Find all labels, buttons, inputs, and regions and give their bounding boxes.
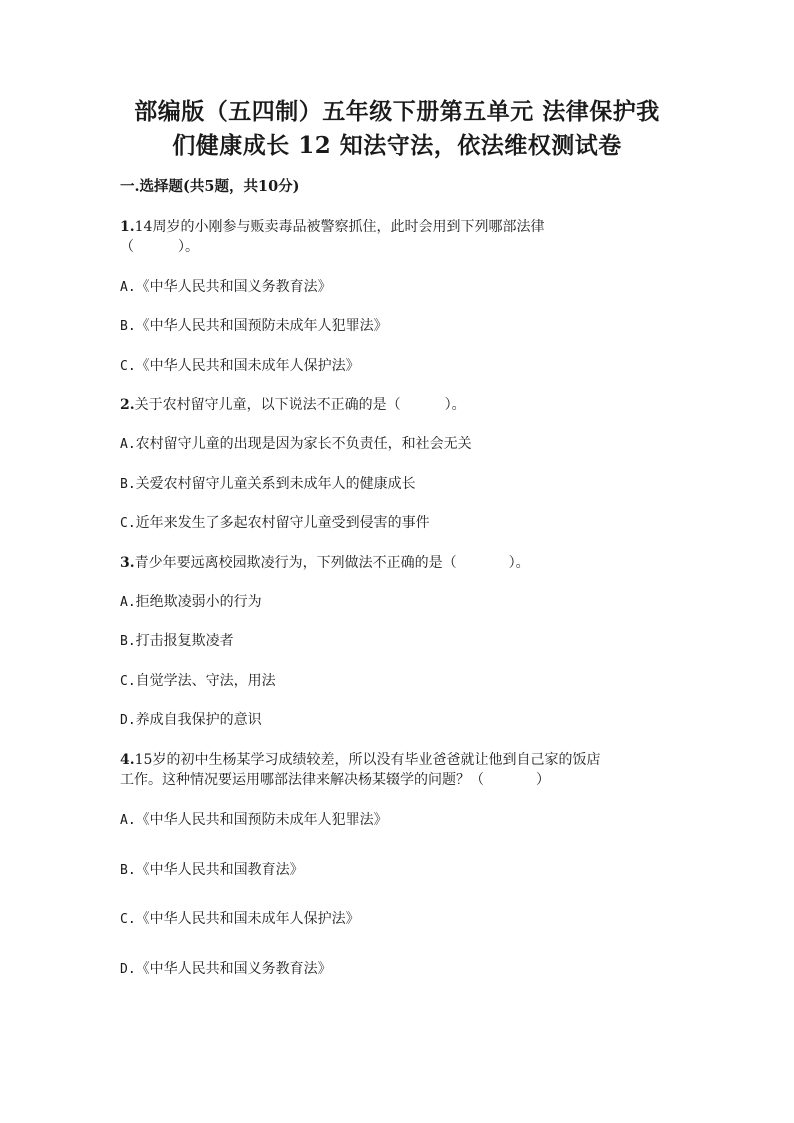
option-b [120,860,304,881]
question-number: 4. [120,752,135,768]
option-a [120,434,472,455]
question-2-stem [120,395,466,415]
question-number: 1. [120,219,135,235]
question-4-stem-cont [120,770,550,790]
page-title-line-2: 们健康成长 12 知法守法，依法维权测试卷 [172,132,622,159]
question-text: 14周岁的小刚参与贩卖毒品被警察抓住，此时会用到下列哪部法律 [134,219,545,235]
option-b [120,631,234,652]
option-label: B. [120,477,136,492]
question-1-stem-cont [120,237,199,257]
option-c [120,513,430,534]
option-text: 《中华人民共和国教育法》 [135,862,304,878]
question-number: 2. [120,397,135,413]
option-text: 养成自我保护的意识 [135,712,262,728]
option-label: A. [120,595,136,610]
option-label: A. [120,280,136,295]
question-text: 关于农村留守儿童，以下说法不正确的是（ [134,397,401,413]
option-label: D. [120,962,136,977]
option-label: A. [120,437,136,452]
answer-bracket-close: ） [536,772,550,788]
question-4-stem [120,750,600,770]
question-text: 青少年要远离校园欺凌行为，下列做法不正确的是（ [134,555,457,571]
option-d [120,959,332,980]
answer-bracket-close: ）。 [444,397,466,413]
option-text: 《中华人民共和国义务教育法》 [135,961,332,977]
answer-bracket-close: ）。 [508,555,530,571]
option-c [120,671,276,692]
option-label: C. [120,674,136,689]
option-text: 近年来发生了多起农村留守儿童受到侵害的事件 [135,515,430,531]
answer-bracket-close: ）。 [178,239,199,255]
option-label: B. [120,863,136,878]
option-a [120,592,262,613]
option-label: B. [120,319,136,334]
option-a [120,810,388,831]
option-text: 关爱农村留守儿童关系到未成年人的健康成长 [135,476,416,492]
option-b [120,474,416,495]
option-text: 农村留守儿童的出现是因为家长不负责任，和社会无关 [135,436,472,452]
option-text: 《中华人民共和国预防未成年人犯罪法》 [135,318,388,334]
option-d [120,710,262,731]
option-a [120,277,332,298]
option-text: 拒绝欺凌弱小的行为 [135,594,262,610]
option-label: C. [120,359,136,374]
answer-bracket-open: （ [120,239,134,255]
option-c [120,356,360,377]
option-label: A. [120,813,136,828]
option-label: D. [120,713,136,728]
option-label: C. [120,912,136,927]
option-text: 《中华人民共和国预防未成年人犯罪法》 [135,812,388,828]
option-text: 自觉学法、守法，用法 [135,673,276,689]
question-3-stem [120,553,530,573]
section-heading: 一.选择题(共5题，共10分) [120,178,300,195]
option-b [120,316,388,337]
option-text: 打击报复欺凌者 [135,633,234,649]
option-text: 《中华人民共和国未成年人保护法》 [135,358,360,374]
question-text: 15岁的初中生杨某学习成绩较差，所以没有毕业爸爸就让他到自己家的饭店 [134,752,601,768]
question-number: 3. [120,555,135,571]
question-1-stem [120,217,544,237]
option-text: 《中华人民共和国义务教育法》 [135,279,332,295]
page-title-line-1: 部编版（五四制）五年级下册第五单元 法律保护我 [134,98,660,125]
option-c [120,909,360,930]
question-text-cont: 工作。这种情况要运用哪部法律来解决杨某辍学的问题？（ [120,772,484,788]
option-text: 《中华人民共和国未成年人保护法》 [135,911,360,927]
option-label: C. [120,516,136,531]
option-label: B. [120,634,136,649]
